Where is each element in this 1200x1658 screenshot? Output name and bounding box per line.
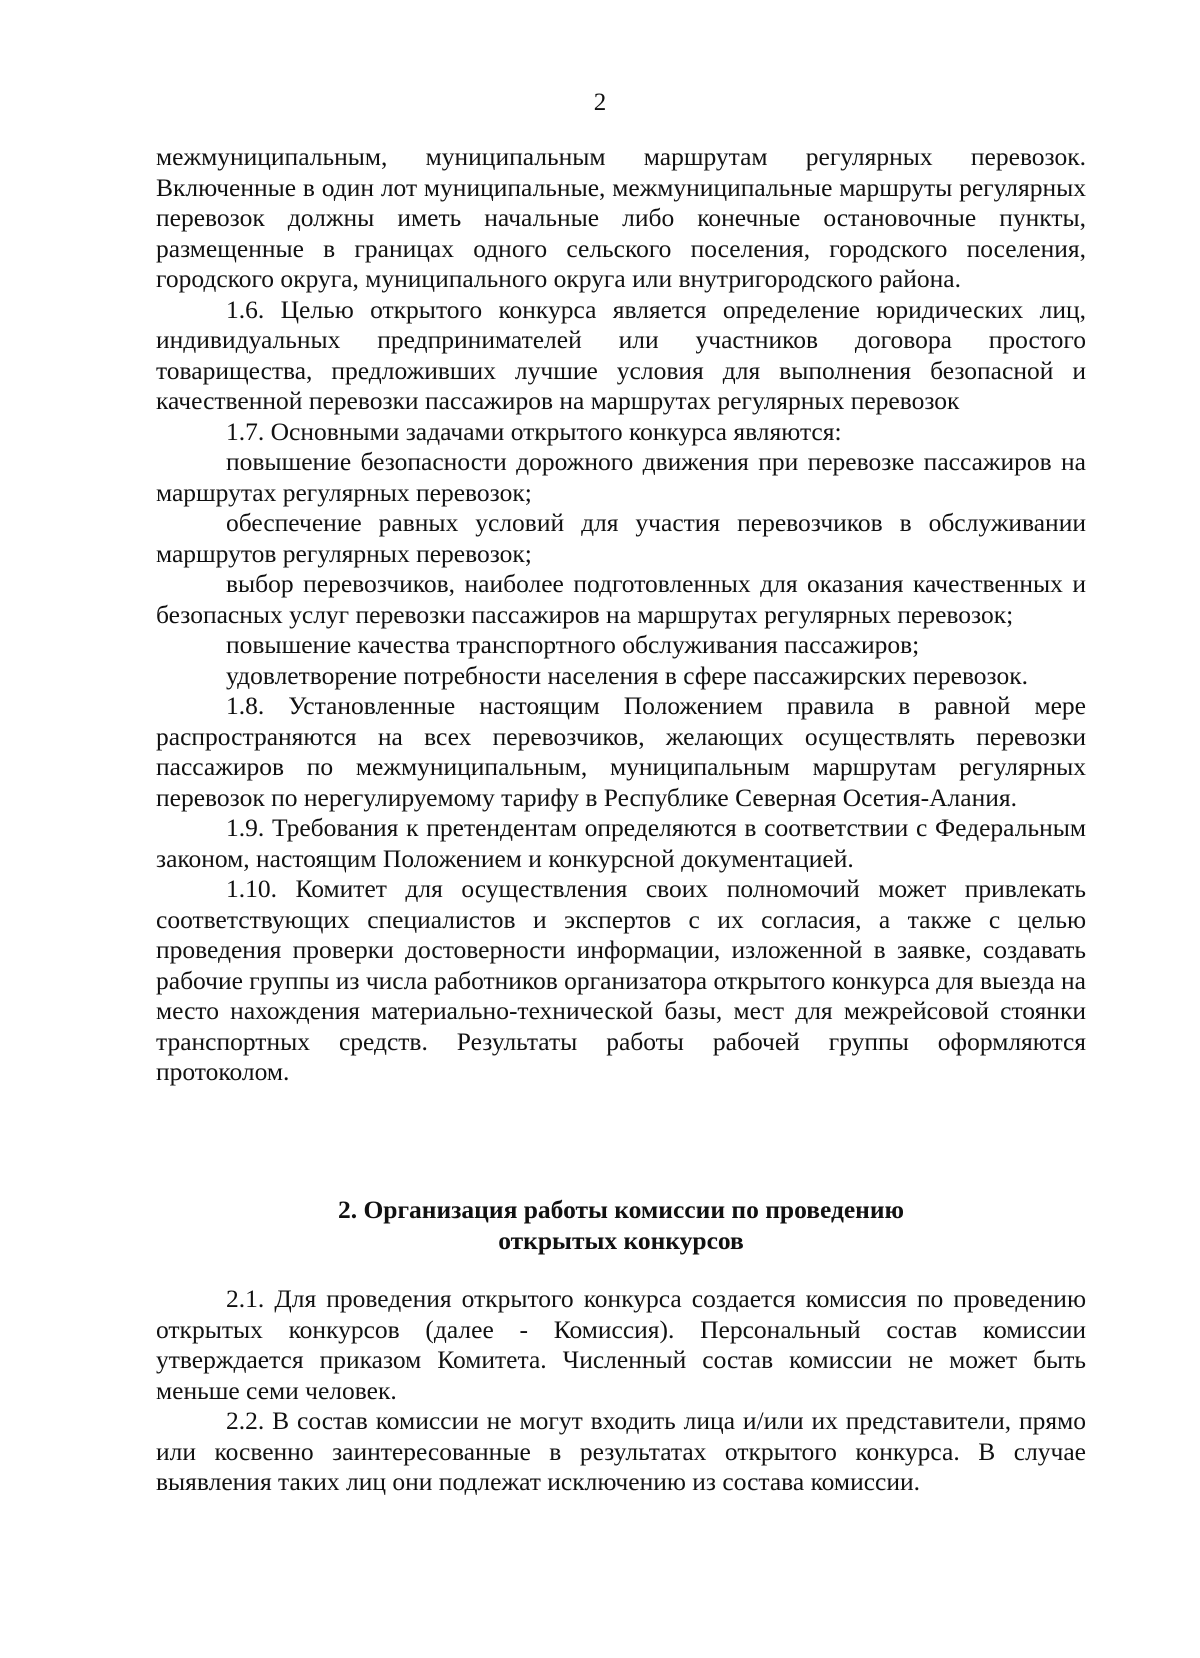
task-item-service-quality: повышение качества транспортного обслуживания пассажиров; [226,630,920,659]
task-item-carrier-selection: выбор перевозчиков, наиболее подготовленных для оказания качественных и безопасных услуг перевозки пассажиров на маршрутах регулярных перевозок; [156,569,1086,629]
section-2-heading-line-1: 2. Организация работы комиссии по проведению [337,1195,905,1224]
paragraph-1-9: 1.9. Требования к претендентам определяются в соответствии с Федеральным законом, настоящим Положением и конкурсной документацией. [156,813,1086,873]
task-item-safety: повышение безопасности дорожного движения при перевозке пассажиров на маршрутах регулярных перевозок; [156,447,1086,507]
paragraph-1-10: 1.10. Комитет для осуществления своих полномочий может привлекать соответствующих специалистов и экспертов с их согласия, а также с целью проведения проверки достоверности информации, изложенной в заявке, создавать рабочие группы из числа работников организатора открытого конкурса для выезда на место нахождения материально-технической базы, мест для межрейсовой стоянки транспортных средств. Результаты работы рабочей группы оформляются протоколом. [156,874,1087,1086]
page-number: 2 [593,89,607,116]
section-1-continuation [156,142,1086,1088]
section-2-body [156,1284,1086,1498]
task-item-population-needs: удовлетворение потребности населения в сфере пассажирских перевозок. [226,660,1028,690]
paragraph-2-2: 2.2. В состав комиссии не могут входить лица и/или их представители, прямо или косвенно заинтересованные в результатах открытого конкурса. В случае выявления таких лиц они подлежат исключению из состава комиссии. [156,1406,1086,1496]
paragraph-1-5-continuation: межмуниципальным, муниципальным маршрутам регулярных перевозок. Включенные в один лот муниципальные, межмуниципальные маршруты регулярных перевозок должны иметь начальные либо конечные остановочные пункты, размещенные в границах одного сельского поселения, городского поселения, городского округа, муниципального округа или внутригородского района. [156,142,1086,293]
task-item-equal-conditions: обеспечение равных условий для участия перевозчиков в обслуживании маршрутов регулярных перевозок; [156,508,1086,568]
paragraph-1-7: 1.7. Основными задачами открытого конкурса являются: [226,416,842,446]
section-2-heading-line-2: открытых конкурсов [498,1226,744,1255]
section-2-heading [156,1194,1086,1256]
paragraph-2-1: 2.1. Для проведения открытого конкурса создается комиссия по проведению открытых конкурсов (далее - Комиссия). Персональный состав комиссии утверждается приказом Комитета. Численный состав комиссии не может быть меньше семи человек. [156,1284,1086,1405]
paragraph-1-6: 1.6. Целью открытого конкурса является определение юридических лиц, индивидуальных предпринимателей или участников договора простого товарищества, предложивших лучшие условия для выполнения безопасной и качественной перевозки пассажиров на маршрутах регулярных перевозок [156,294,1086,415]
paragraph-1-8: 1.8. Установленные настоящим Положением правила в равной мере распространяются на всех перевозчиков, желающих осуществлять перевозки пассажиров по межмуниципальным, муниципальным маршрутам регулярных перевозок по нерегулируемому тарифу в Республике Северная Осетия-Алания. [156,691,1086,812]
